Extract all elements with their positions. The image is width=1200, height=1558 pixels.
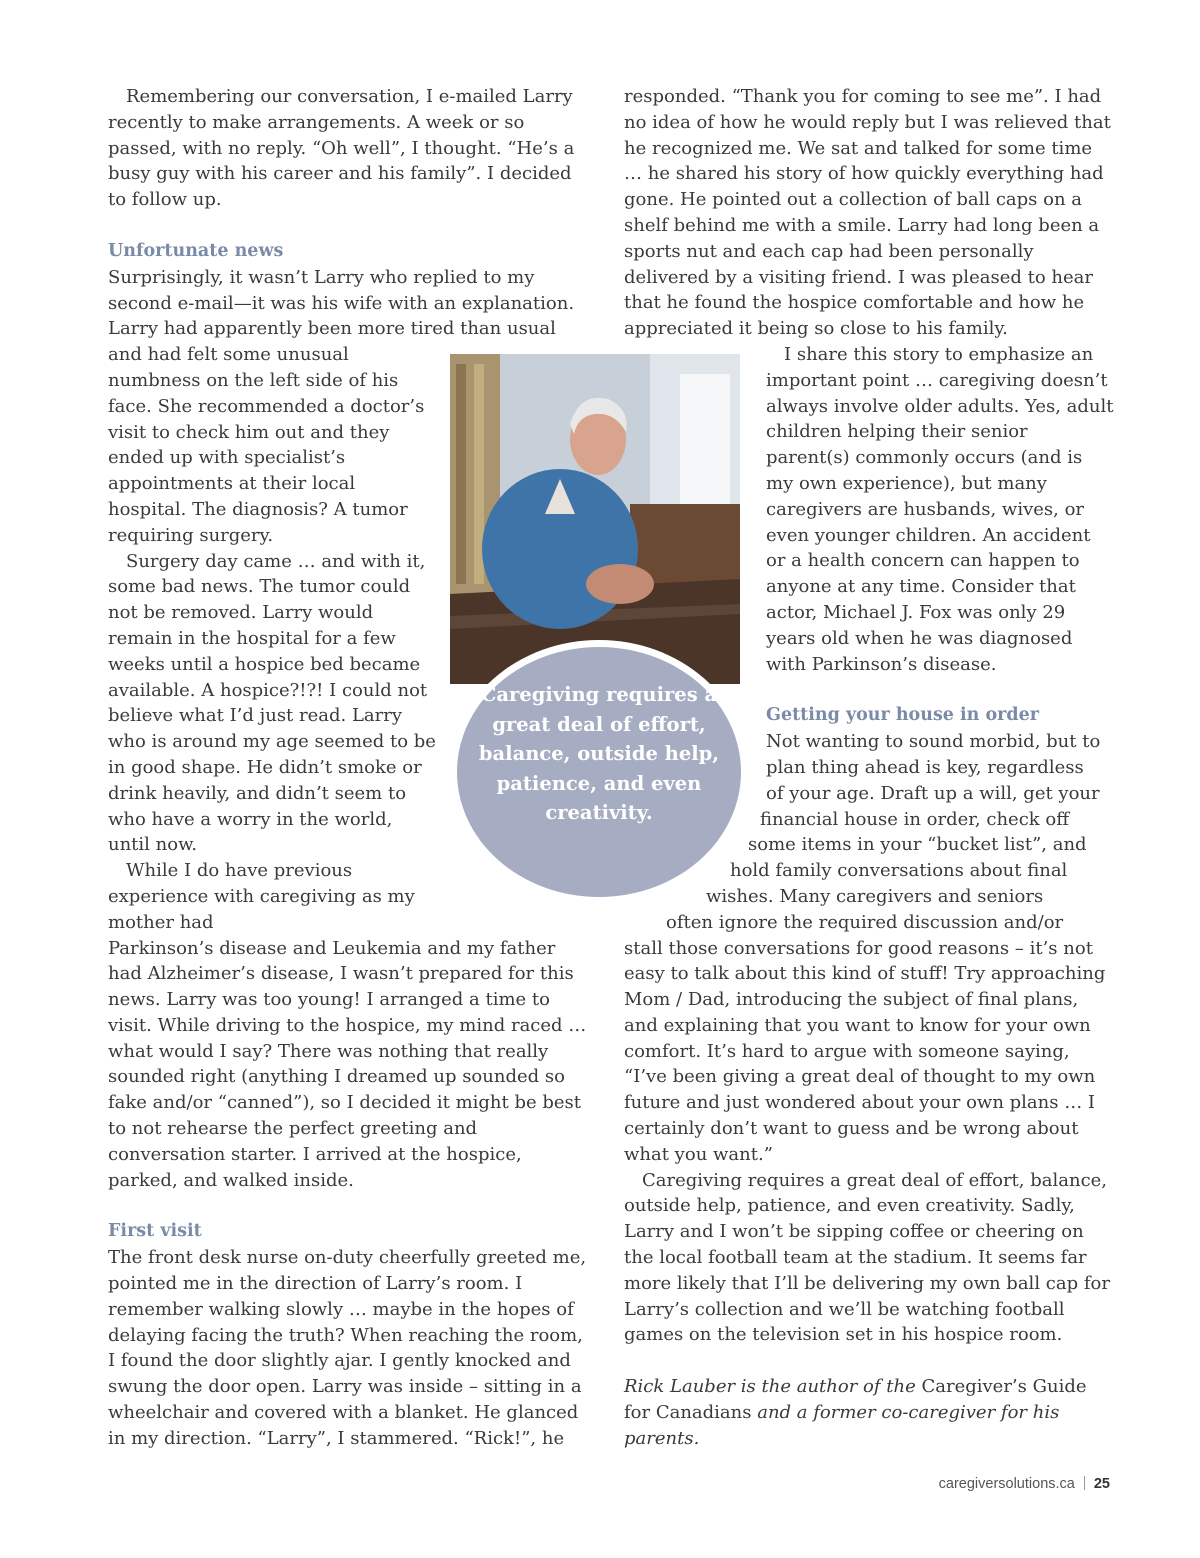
right-column	[624, 84, 1114, 1452]
body-paragraph: Surprisingly, it wasn’t Larry who replied to my second e-mail—it was his wife with an explanation. Larry had apparently been more tired than usual	[108, 266, 575, 340]
section-heading-unfortunate-news: Unfortunate news	[108, 240, 284, 261]
body-paragraph: stall those conversations for good reasons – it’s not easy to talk about this kind of stuff! Try approaching Mom / Dad, introducing the subject of final plans, and explaining that you want to know for your own comfort. It’s hard to argue with someone saying, “I’ve been giving a great deal of thought to my own future and just wondered about your own plans … I certainly don’t want to guess and be wrong about what you want.”	[624, 937, 1106, 1165]
section-heading-first-visit: First visit	[108, 1221, 202, 1242]
page-number: 25	[1093, 1476, 1110, 1492]
text-line: often ignore the required discussion and/or	[666, 911, 1064, 933]
byline-text: Rick Lauber is the author of the	[624, 1376, 916, 1398]
text-line: of your age. Draft up a will, get your	[766, 782, 1100, 804]
pull-quote: Caregiving requires a great deal of effort, balance, outside help, patience, and even creativity.	[478, 683, 720, 825]
text-line: some items in your “bucket list”, and	[748, 834, 1087, 856]
footer-site-link[interactable]: caregiversolutions.ca	[938, 1476, 1075, 1492]
body-paragraph: I share this story to emphasize an important point … caregiving doesn’t always involve older adults. Yes, adult children helping their senior parent(s) commonly occurs (and is my own experience), but many caregivers are husbands, wives, or even younger children. An accident or a health concern can happen to anyone at any time. Consider that actor, Michael J. Fox was only 29 years old when he was diagnosed with Parkinson’s disease.	[766, 343, 1114, 675]
wrapped-paragraph	[624, 729, 1114, 935]
body-paragraph: responded. “Thank you for coming to see me”. I had no idea of how he would reply but I was relieved that he recognized me. We sat and talked for some time … he shared his story of how quickly everything had gone. He pointed out a collection of ball caps on a shelf behind me with a smile. Larry had long been a sports nut and each cap had been personally delivered by a visiting friend. I was pleased to hear that he found the hospice comfortable and how he appreciated it being so close to his family.	[624, 86, 1111, 340]
page-footer	[939, 1476, 1110, 1492]
section-heading-getting-your-house-in-order: Getting your house in order	[766, 705, 1039, 726]
body-paragraph: Surgery day came … and with it, some bad news. The tumor could not be removed. Larry would remain in the hospital for a few weeks until a hospice bed became available. A hospice?!?! I could not believe what I’d just read. Larry who is around my age seemed to be in good shape. He didn’t smoke or drink heavily, and didn’t seem to who have a worry in the world, until now.	[108, 550, 436, 856]
body-paragraph: and had felt some unusual numbness on the left side of his face. She recommended a doctor’s visit to check him out and they ended up with specialist’s appointments at their local hospital. The diagnosis? A tumor requiring surgery.	[108, 344, 425, 546]
author-byline	[624, 1374, 1114, 1451]
footer-divider	[1084, 1476, 1085, 1490]
text-line: Not wanting to sound morbid, but to	[766, 731, 1101, 753]
body-paragraph: The front desk nurse on-duty cheerfully greeted me, pointed me in the direction of Larry’s room. I remember walking slowly … maybe in the hopes of delaying facing the truth? When reaching the room, I found the door slightly ajar. I gently knocked and swung the door open. Larry was inside – sitting in a wheelchair and covered with a blanket. He glanced in my direction. “Larry”, I stammered. “Rick!”, he	[108, 1247, 587, 1449]
text-line: hold family conversations about final	[730, 860, 1068, 882]
body-paragraph: Caregiving requires a great deal of effort, balance, outside help, patience, and even creativity. Sadly, Larry and I won’t be sipping coffee or cheering on the local football team at the stadium. It seems far more likely that I’ll be delivering my own ball cap for Larry’s collection and we’ll be watching football games on the television set in his hospice room.	[624, 1169, 1110, 1346]
body-paragraph: While I do have previous experience with caregiving as my mother had	[108, 860, 415, 933]
text-line: wishes. Many caregivers and seniors	[706, 885, 1044, 907]
text-line: financial house in order, check off	[760, 808, 1070, 830]
book-title: Caregiver’s Guide for Canadians	[624, 1376, 1087, 1424]
body-paragraph: Remembering our conversation, I e-mailed Larry recently to make arrangements. A week or so passed, with no reply. “Oh well”, I thought. “He’s a busy guy with his career and his family”. I decided to follow up.	[108, 86, 575, 211]
body-paragraph: Parkinson’s disease and Leukemia and my father had Alzheimer’s disease, I wasn’t prepared for this news. Larry was too young! I arranged a time to visit. While driving to the hospice, my mind raced … what would I say? There was nothing that really sounded right (anything I dreamed up sounded so fake and/or “canned”), so I decided it might be best to not rehearse the perfect greeting and conversation starter. I arrived at the hospice, parked, and walked inside.	[108, 937, 587, 1191]
text-line: plan thing ahead is key, regardless	[766, 756, 1084, 778]
byline-text: and a former co-caregiver for his parents.	[624, 1402, 1060, 1449]
